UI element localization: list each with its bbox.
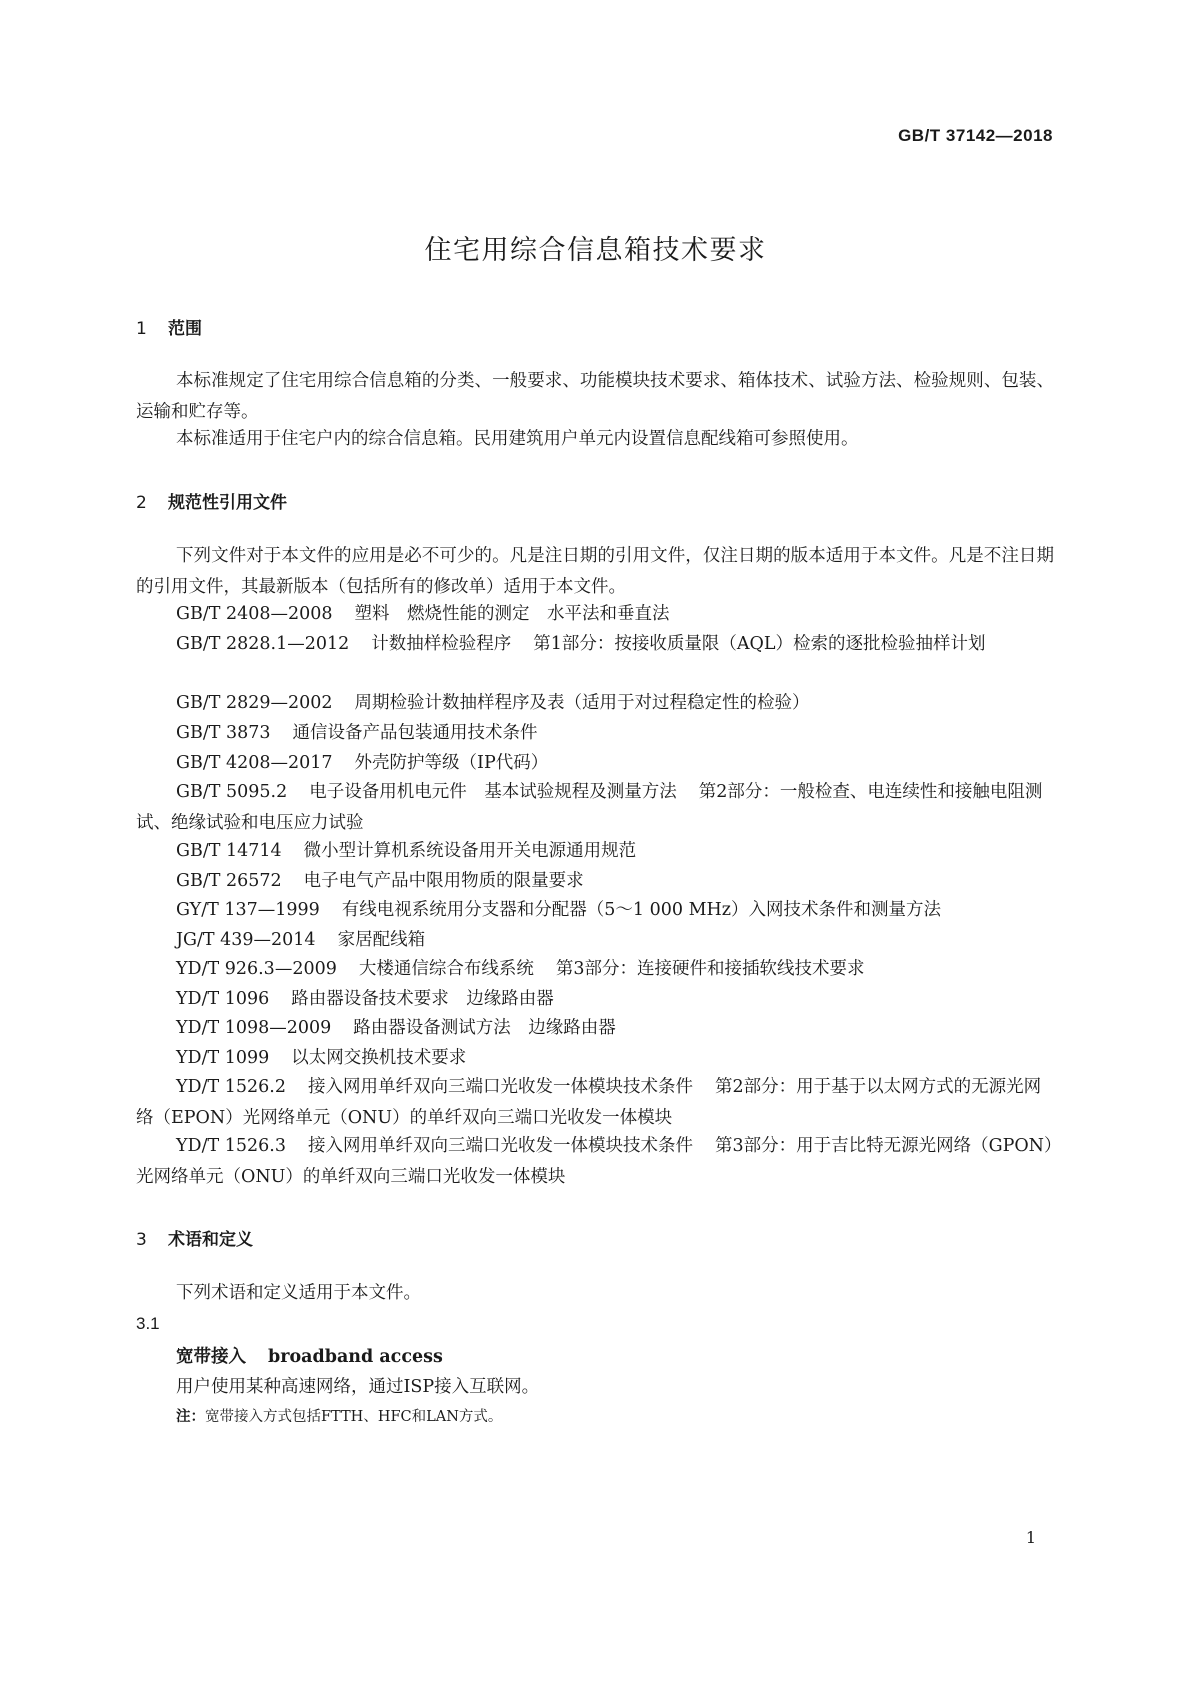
reference-part: 第3部分：用于吉比特无源光网络（GPON）光网络单元（ONU）的单纤双向三端口光收发一体模块 (136, 1136, 1053, 1187)
reference-code: GB/T 3873 (176, 723, 271, 743)
section-heading-scope (136, 314, 202, 339)
term-number: 3.1 (136, 1314, 160, 1333)
term-definition: 用户使用某种高速网络，通过ISP接入互联网。 (176, 1377, 540, 1397)
reference-title: 外壳防护等级（IP代码） (354, 753, 549, 773)
reference-code: YD/T 1526.3 (176, 1136, 286, 1156)
section-number: 1 (136, 319, 147, 339)
reference-title: 以太网交换机技术要求 (291, 1048, 467, 1068)
reference-part: 第1部分：按接收质量限（AQL）检索的逐批检验抽样计划 (533, 634, 986, 654)
reference-item (136, 1043, 1054, 1074)
reference-title: 路由器设备技术要求 边缘路由器 (291, 989, 554, 1009)
term-heading (176, 1343, 443, 1368)
reference-code: YD/T 1099 (176, 1048, 270, 1068)
reference-item (136, 1131, 1054, 1193)
document-title: 住宅用综合信息箱技术要求 (424, 235, 767, 266)
reference-title: 有线电视系统用分支器和分配器（5～1 000 MHz）入网技术条件和测量方法 (341, 900, 941, 920)
reference-code: GB/T 5095.2 (176, 782, 288, 802)
term-en: broadband access (268, 1347, 443, 1367)
reference-part: 第2部分：用于基于以太网方式的无源光网络（EPON）光网络单元（ONU）的单纤双向三端口光收发一体模块 (136, 1077, 1042, 1128)
reference-item (136, 984, 1054, 1015)
section-title: 术语和定义 (168, 1230, 253, 1250)
reference-title: 计数抽样检验程序 (371, 634, 512, 654)
reference-item (136, 1072, 1054, 1134)
reference-item (136, 599, 1054, 630)
reference-title: 塑料 燃烧性能的测定 水平法和垂直法 (354, 604, 670, 624)
reference-part: 第2部分：一般检查、电连续性和接触电阻测试、绝缘试验和电压应力试验 (136, 782, 1043, 833)
section-title: 范围 (168, 319, 202, 339)
reference-code: GB/T 4208—2017 (176, 753, 333, 773)
reference-code: YD/T 1526.2 (176, 1077, 286, 1097)
reference-item (136, 1013, 1054, 1044)
reference-title: 电子设备用机电元件 基本试验规程及测量方法 (309, 782, 677, 802)
reference-title: 接入网用单纤双向三端口光收发一体模块技术条件 (307, 1077, 693, 1097)
reference-item (136, 925, 1054, 956)
section-heading-terms (136, 1225, 253, 1250)
reference-title: 周期检验计数抽样程序及表（适用于对过程稳定性的检验） (354, 693, 810, 713)
note-text: 宽带接入方式包括FTTH、HFC和LAN方式。 (205, 1409, 503, 1425)
section-number: 2 (136, 493, 147, 513)
scope-paragraph: 本标准适用于住宅户内的综合信息箱。民用建筑用户单元内设置信息配线箱可参照使用。 (176, 429, 859, 449)
reference-title: 电子电气产品中限用物质的限量要求 (303, 871, 584, 891)
reference-title: 家居配线箱 (337, 930, 426, 950)
reference-code: GB/T 2828.1—2012 (176, 634, 350, 654)
reference-code: GB/T 2408—2008 (176, 604, 333, 624)
reference-code: YD/T 926.3—2009 (176, 959, 337, 979)
section-number: 3 (136, 1230, 147, 1250)
reference-title: 接入网用单纤双向三端口光收发一体模块技术条件 (307, 1136, 693, 1156)
reference-title: 通信设备产品包装通用技术条件 (292, 723, 538, 743)
reference-code: YD/T 1096 (176, 989, 270, 1009)
term-zh: 宽带接入 (176, 1347, 246, 1367)
reference-code: GB/T 26572 (176, 871, 282, 891)
section-title: 规范性引用文件 (168, 493, 287, 513)
reference-part: 第3部分：连接硬件和接插软线技术要求 (555, 959, 865, 979)
reference-title: 微小型计算机系统设备用开关电源通用规范 (303, 841, 637, 861)
term-note (176, 1405, 502, 1426)
reference-title: 路由器设备测试方法 边缘路由器 (353, 1018, 616, 1038)
reference-item (136, 688, 1054, 719)
reference-item (136, 866, 1054, 897)
terms-intro: 下列术语和定义适用于本文件。 (176, 1283, 421, 1303)
reference-item (136, 954, 1054, 985)
reference-code: GY/T 137—1999 (176, 900, 320, 920)
reference-code: GB/T 14714 (176, 841, 282, 861)
note-label: 注： (176, 1409, 205, 1425)
reference-item (136, 895, 1054, 926)
page-number: 1 (1025, 1528, 1036, 1547)
reference-item (136, 836, 1054, 867)
reference-code: GB/T 2829—2002 (176, 693, 333, 713)
reference-item (136, 748, 1054, 779)
reference-code: JG/T 439—2014 (176, 930, 316, 950)
reference-item (136, 629, 1054, 660)
reference-code: YD/T 1098—2009 (176, 1018, 332, 1038)
standard-code: GB/T 37142—2018 (898, 126, 1053, 145)
references-intro: 下列文件对于本文件的应用是必不可少的。凡是注日期的引用文件，仅注日期的版本适用于本文件。凡是不注日期的引用文件，其最新版本（包括所有的修改单）适用于本文件。 (136, 546, 1054, 597)
reference-title: 大楼通信综合布线系统 (358, 959, 534, 979)
reference-item (136, 777, 1054, 839)
section-heading-normative-references (136, 488, 287, 513)
reference-item (136, 718, 1054, 749)
scope-paragraph: 本标准规定了住宅用综合信息箱的分类、一般要求、功能模块技术要求、箱体技术、试验方法、检验规则、包装、运输和贮存等。 (136, 371, 1054, 422)
